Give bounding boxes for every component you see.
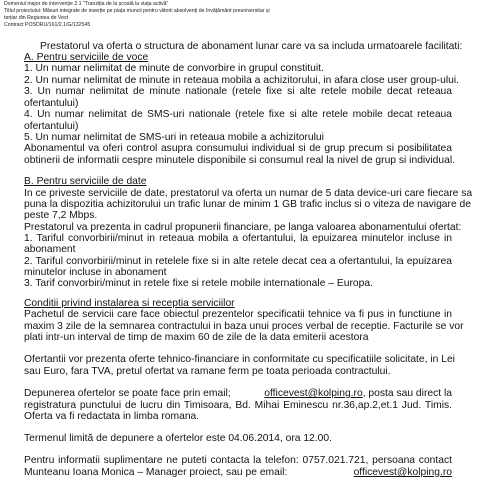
- paragraph-line: Oferta va fi redactata in limba romana.: [24, 411, 200, 422]
- paragraph-line: maxim 3 zile de la semnarea contractului in baza unui proces verbal de receptie. Facturile se vor: [24, 321, 464, 332]
- paragraph-line: 1. Tariful convorbirii/minut in reteaua mobila a ofertantului, la epuizarea minutelor incluse in: [24, 233, 452, 244]
- paragraph-line: obtinerii de informatii cespre minutele disponibile si consumul real la nivel de grup si individual.: [24, 155, 455, 166]
- paragraph-line: 3. Un numar nelimitat de minute nationale (retele fixe si alte retele mobile decat reteaua: [24, 86, 452, 97]
- paragraph-line: Pachetul de servicii care face obiectul prezentelor specificatii tehnice va fi pus in functiune in: [24, 309, 452, 320]
- deadline-text: Termenul limită de depunere a ofertelor este 04.06.2014, ora 12.00.: [24, 433, 332, 444]
- header-line: Titlul proiectului: Măsuri integrate de inserție pe piața muncii pentru viitorii absolvenți de învățământ preuniversitar și: [4, 8, 270, 14]
- paragraph-line: 1. Un numar nelimitat de minute de convorbire in grupul constituit.: [24, 63, 324, 74]
- submission-line: [24, 388, 452, 400]
- header-line: terțiar din Regiunea de Vest: [4, 15, 69, 21]
- paragraph-line: plati intr-un interval de timp de maxim 60 de zile de la data emiterii acestora: [24, 332, 369, 343]
- email-link[interactable]: officevest@kolping.ro: [353, 467, 452, 478]
- paragraph-line: minutelor incluse in abonament: [24, 267, 167, 278]
- paragraph-line: sau Euro, fara TVA, pretul ofertat va ramane ferm pe toata perioada contractului.: [24, 366, 391, 377]
- contact-line: [24, 467, 452, 479]
- paragraph-line: 5. Un numar nelimitat de SMS-uri in reteaua mobile a achizitorului: [24, 132, 324, 143]
- header-line: Domeniul major de intervenție 2.1 "Tranziția de la școală la viața activă": [4, 1, 169, 7]
- paragraph-line: 2. Un numar nelimitat de minute in reteaua mobila a achizitorului, in afara close user group-ului.: [24, 75, 459, 86]
- section-c-heading: Conditii privind instalarea si receptia serviciilor: [24, 298, 235, 309]
- header-line: Contract POSDRU/161/2.1/G/132545: [4, 22, 91, 28]
- submission-email-line: [264, 388, 452, 400]
- paragraph-line: registratura punctului de lucru din Timisoara, Bd. Mihai Eminescu nr.36,ap.2,et.1 Jud. Timis.: [24, 400, 452, 411]
- contact-text: Munteanu Ioana Monica – Manager proiect, sau pe email:: [24, 467, 288, 478]
- section-a-heading: A. Pentru serviciile de voce: [24, 52, 149, 63]
- paragraph-line: Pentru informatii suplimentare ne puteti contacta la telefon: 0757.021.721, persoana contact: [24, 455, 452, 466]
- paragraph-line: Abonamentul va oferi control asupra consumului individual si de grup precum si posibilitatea: [24, 143, 452, 154]
- paragraph-line: 3. Tarif convorbiri/minut in retele fixe si retele mobile internationale – Europa.: [24, 278, 373, 289]
- paragraph-line: 4. Un numar nelimitat de SMS-uri nationale (retele fixe si alte retele mobile decat reteaua: [24, 109, 452, 120]
- paragraph-line: ofertantului): [24, 98, 79, 109]
- paragraph-line: In ce priveste serviciile de date, prestatorul va oferta un numar de 5 data device-uri care fiecare sa: [24, 188, 473, 199]
- paragraph-line: Prestatorul va prezenta in cadrul propunerii financiare, pe langa valoarea abonamentului ofertat:: [24, 222, 462, 233]
- intro-text: Prestatorul va oferta o structura de abonament lunar care va sa includa urmatoarele facilitati:: [40, 41, 463, 52]
- paragraph-line: 2. Tariful convorbirii/minut in retelele fixe si in alte retele decat cea a ofertantului, la epuizarea: [24, 256, 452, 267]
- paragraph-line: puna la dispozitia achizitorului un trafic lunar de minim 1 GB trafic inclus si o viteza de navigare de: [24, 199, 471, 210]
- paragraph-line: abonament: [24, 244, 76, 255]
- submission-text: , posta sau direct la: [362, 388, 452, 399]
- section-b-heading: B. Pentru serviciile de date: [24, 176, 147, 187]
- submission-text: Depunerea ofertelor se poate face prin email;: [24, 388, 231, 399]
- email-link[interactable]: officevest@kolping.ro: [264, 388, 363, 399]
- paragraph-line: Ofertantii vor prezenta oferte tehnico-financiare in conformitate cu specificatiile solicitate, in Lei: [24, 354, 455, 365]
- paragraph-line: peste 7,2 Mbps.: [24, 210, 98, 221]
- paragraph-line: ofertantului): [24, 121, 79, 132]
